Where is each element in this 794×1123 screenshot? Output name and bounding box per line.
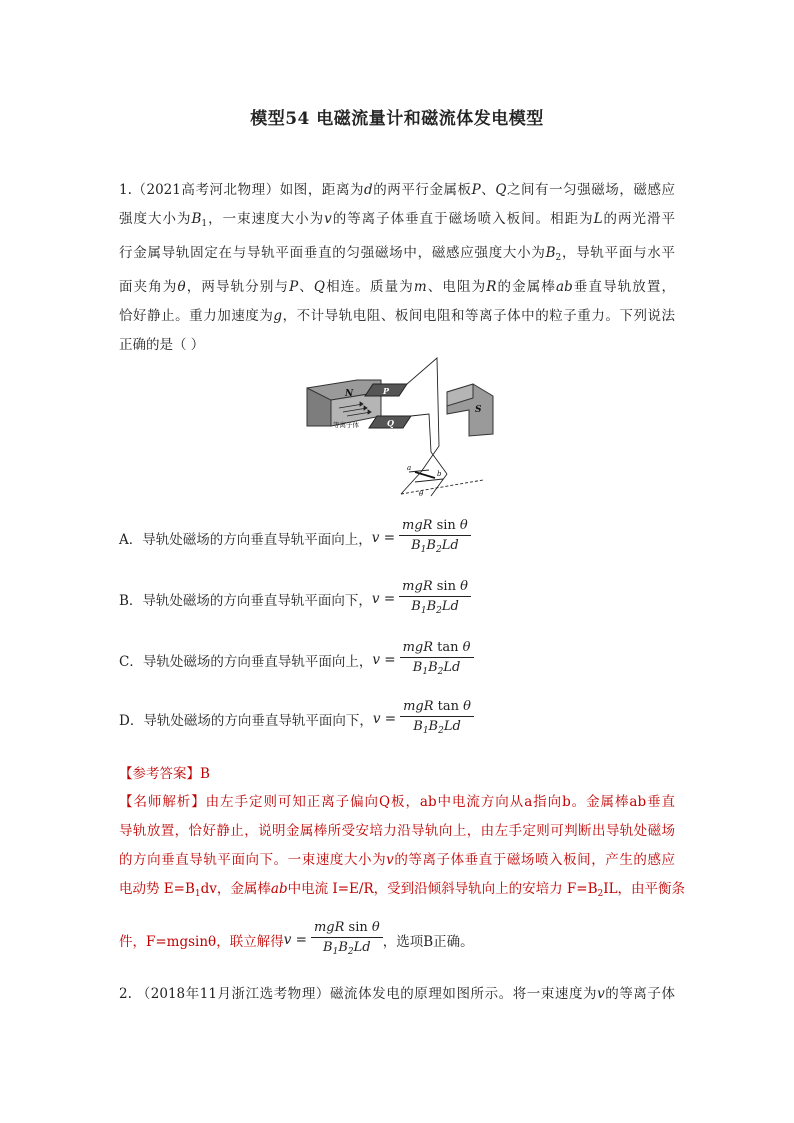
n-pole-magnet	[307, 380, 381, 426]
analysis-line-4: 电动势 $E=B_1dv$，金属棒ab中电流 I=E/R，受到沿倾斜导轨向上的安培力 $F=B_2IL$，由平衡条	[119, 881, 686, 899]
q1-line-2: 强度大小为$B_1$，一束速度大小为v的等离子体垂直于磁场喷入板间。相距为L的两光滑平	[119, 211, 676, 229]
label-theta: θ	[419, 490, 424, 498]
q1-line-5: 恰好静止。重力加速度为g，不计导轨电阻、板间电阻和等离子体中的粒子重力。下列说法	[119, 308, 676, 324]
option-d[interactable]: D．导轨处磁场的方向垂直导轨平面向下， v = $\frac{\text{mgR tan θ}}{B_1B_2Ld}$	[119, 697, 474, 741]
q1-line-3: 行金属导轨固定在与导轨平面垂直的匀强磁场中，磁感应强度大小为$B_2$，导轨平面与水平	[119, 245, 676, 263]
q1-line-6: 正确的是（ ）	[119, 337, 205, 353]
option-b[interactable]: B．导轨处磁场的方向垂直导轨平面向下， v = $\frac{\text{mgR sin θ}}{B_1B_2Ld}$	[119, 577, 471, 621]
analysis-line-2: 导轨放置，恰好静止，说明金属棒所受安培力沿导轨向上，由左手定则可判断出导轨处磁场	[119, 823, 675, 839]
analysis-line-3: 的方向垂直导轨平面向下。一束速度大小为v的等离子体垂直于磁场喷入板间，产生的感应	[119, 852, 676, 868]
formula-fraction: $\frac{\text{mgR sin θ}}{B_1B_2Ld}$	[399, 517, 471, 559]
label-n: N	[345, 389, 354, 399]
option-a[interactable]: A．导轨处磁场的方向垂直导轨平面向上， v = $\frac{\text{mgR sin θ}}{B_1B_2Ld}$	[119, 516, 471, 560]
analysis-line-1: 【名师解析】由左手定则可知正离子偏向Q板，ab中电流方向从a指向b。金属棒ab垂直	[119, 794, 676, 810]
apparatus-figure	[297, 354, 501, 502]
label-plasma: 等离子体	[333, 421, 359, 429]
formula-fraction: $\frac{\text{mgR tan θ}}{B_1B_2Ld}$	[400, 698, 474, 740]
label-q: Q	[387, 418, 394, 428]
formula-fraction: $\frac{\text{mgR sin θ}}{B_1B_2Ld}$	[311, 919, 383, 961]
q2-line-1: 2. （2018年11月浙江选考物理）磁流体发电的原理如图所示。将一束速度为v的等离子体	[119, 986, 675, 1002]
option-c[interactable]: C．导轨处磁场的方向垂直导轨平面向上， v = $\frac{\text{mgR tan θ}}{B_1B_2Ld}$	[119, 638, 474, 682]
question-1-stem	[119, 176, 675, 360]
label-b: b	[437, 470, 442, 478]
q1-line-1: 1.（2021高考河北物理）如图，距离为d的两平行金属板P、Q之间有一匀强磁场，磁感应	[119, 182, 675, 198]
q1-line-4: 面夹角为θ，两导轨分别与P、Q相连。质量为m、电阻为R的金属棒ab垂直导轨放置，	[119, 279, 676, 295]
analysis-line-5: 件，F=mgsinθ，联立解得 v = $\frac{\text{mgR sin θ}}{B_1B_2Ld}$ ，选项B正确。	[119, 916, 675, 964]
page-title: 模型54 电磁流量计和磁流体发电模型	[250, 109, 544, 129]
teacher-analysis	[119, 788, 686, 909]
question-2-stem	[119, 980, 675, 1009]
label-s: S	[475, 405, 482, 415]
formula-fraction: $\frac{\text{mgR sin θ}}{B_1B_2Ld}$	[399, 578, 471, 620]
formula-fraction: $\frac{\text{mgR tan θ}}{B_1B_2Ld}$	[400, 639, 474, 681]
label-p: P	[383, 386, 390, 396]
label-a: a	[407, 464, 412, 472]
s-pole-magnet	[447, 384, 493, 436]
reference-answer: 【参考答案】B	[119, 766, 210, 782]
